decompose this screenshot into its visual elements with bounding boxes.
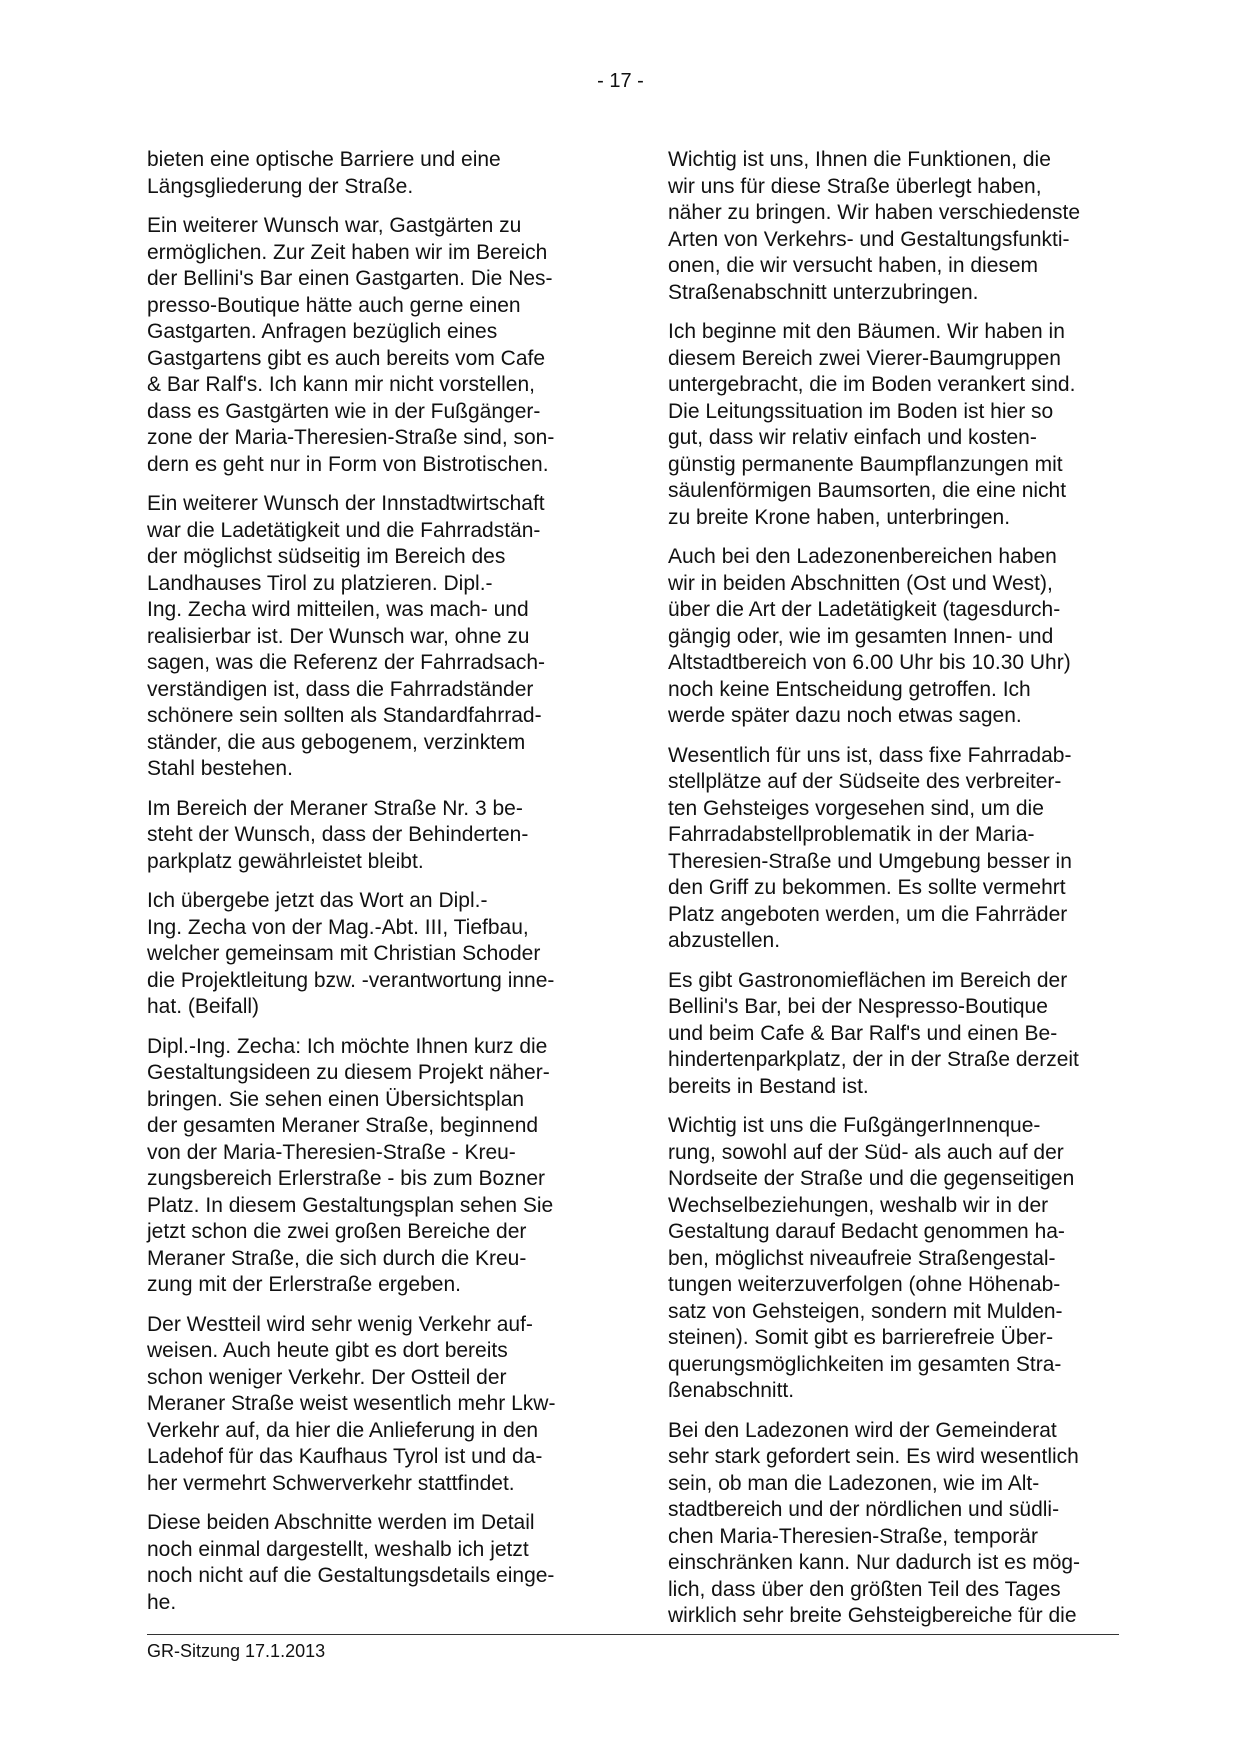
left-column [147,147,597,1629]
paragraph: Auch bei den Ladezonenbereichen haben wir in beiden Abschnitten (Ost und West), über die Art der Ladetätigkeit (tagesdurch- gängig oder, wie im gesamten Innen- und Altstadtbereich von 6.00 Uhr bis 10.30 Uhr) noch keine Entscheidung getroffen. Ich werde später dazu noch etwas sagen. [668,545,1071,727]
paragraph: Der Westteil wird sehr wenig Verkehr auf- weisen. Auch heute gibt es dort bereits schon weniger Verkehr. Der Ostteil der Meraner Straße weist wesentlich mehr Lkw- Verkehr auf, da hier die Anlieferung in den Ladehof für das Kaufhaus Tyrol ist und da- her vermehrt Schwerverkehr stattfindet. [147,1312,556,1495]
paragraph: Diese beiden Abschnitte werden im Detail noch einmal dargestellt, weshalb ich jetzt noch nicht auf die Gestaltungsdetails einge- he. [147,1511,555,1614]
paragraph: Wichtig ist uns die FußgängerInnenque- rung, sowohl auf der Süd- als auch auf der Nordseite der Straße und die gegenseitigen Wechselbeziehungen, weshalb wir in der Gestaltung darauf Bedacht genommen ha- ben, möglichst niveaufreie Straßengestal- tungen weiterzuverfolgen (ohne Höhenab- satz von Gehsteigen, sondern mit Mulden- steinen). Somit gibt es barrierefreie Über- querungsmöglichkeiten im gesamten Stra- ßenabschnitt. [668,1114,1075,1402]
paragraph: Wichtig ist uns, Ihnen die Funktionen, die wir uns für diese Straße überlegt haben, näher zu bringen. Wir haben verschiedenste Arten von Verkehrs- und Gestaltungsfunkti- onen, die wir versucht haben, in diesem Straßenabschnitt unterzubringen. [668,148,1081,304]
footer-divider [147,1634,1119,1635]
paragraph: Im Bereich der Meraner Straße Nr. 3 be- steht der Wunsch, dass der Behinderten- parkplatz gewährleistet bleibt. [147,796,529,873]
paragraph: Bei den Ladezonen wird der Gemeinderat sehr stark gefordert sein. Es wird wesentlich sein, ob man die Ladezonen, wie im Alt- stadtbereich und der nördlichen und südli- chen Maria-Theresien-Straße, temporär einschränken kann. Nur dadurch ist es mög- lich, dass über den größten Teil des Tages wirklich sehr breite Gehsteigbereiche für die [668,1418,1081,1627]
paragraph: Wesentlich für uns ist, dass fixe Fahrradab- stellplätze auf der Südseite des verbreiter- ten Gehsteiges vorgesehen sind, um die Fahrradabstellproblematik in der Maria- Theresien-Straße und Umgebung besser in den Griff zu bekommen. Es sollte vermehrt Platz angeboten werden, um die Fahrräder abzustellen. [668,743,1072,952]
paragraph: Es gibt Gastronomieflächen im Bereich der Bellini's Bar, bei der Nespresso-Boutique und beim Cafe & Bar Ralf's und einen Be- hindertenparkplatz, der in der Straße derzeit bereits in Bestand ist. [668,968,1079,1098]
paragraph: Ein weiterer Wunsch war, Gastgärten zu ermöglichen. Zur Zeit haben wir im Bereich der Bellini's Bar einen Gastgarten. Die Nes- presso-Boutique hätte auch gerne einen Gastgarten. Anfragen bezüglich eines Gastgartens gibt es auch bereits vom Cafe & Bar Ralf's. Ich kann mir nicht vorstellen, dass es Gastgärten wie in der Fußgänger- zone der Maria-Theresien-Straße sind, son- dern es geht nur in Form von Bistrotischen. [147,214,555,476]
paragraph: bieten eine optische Barriere und eine Längsgliederung der Straße. [147,148,501,198]
paragraph: Ich übergebe jetzt das Wort an Dipl.- Ing. Zecha von der Mag.-Abt. III, Tiefbau, welcher gemeinsam mit Christian Schoder die Projektleitung bzw. -verantwortung inne- hat. (Beifall) [147,889,555,1018]
paragraph: Dipl.-Ing. Zecha: Ich möchte Ihnen kurz die Gestaltungsideen zu diesem Projekt näher- bringen. Sie sehen einen Übersichtsplan der gesamten Meraner Straße, beginnend von der Maria-Theresien-Straße - Kreu- zungsbereich Erlerstraße - bis zum Bozner Platz. In diesem Gestaltungsplan sehen Sie jetzt schon die zwei großen Bereiche der Meraner Straße, die sich durch die Kreu- zung mit der Erlerstraße ergeben. [147,1034,554,1296]
paragraph: Ein weiterer Wunsch der Innstadtwirtschaft war die Ladetätigkeit und die Fahrradstän- der möglichst südseitig im Bereich des Landhauses Tirol zu platzieren. Dipl.- Ing. Zecha wird mitteilen, was mach- und realisierbar ist. Der Wunsch war, ohne zu sagen, was die Referenz der Fahrradsach- verständigen ist, dass die Fahrradständer schönere sein sollten als Standardfahrrad- ständer, die aus gebogenem, verzinktem Stahl bestehen. [147,492,546,780]
footer-text: GR-Sitzung 17.1.2013 [147,1641,326,1661]
page-number: - 17 - [597,70,644,92]
paragraph: Ich beginne mit den Bäumen. Wir haben in diesem Bereich zwei Vierer-Baumgruppen untergebracht, die im Boden verankert sind. Die Leitungssituation im Boden ist hier so gut, dass wir relativ einfach und kosten- günstig permanente Baumpflanzungen mit säulenförmigen Baumsorten, die eine nicht zu breite Krone haben, unterbringen. [668,320,1076,529]
right-column [668,147,1118,1643]
